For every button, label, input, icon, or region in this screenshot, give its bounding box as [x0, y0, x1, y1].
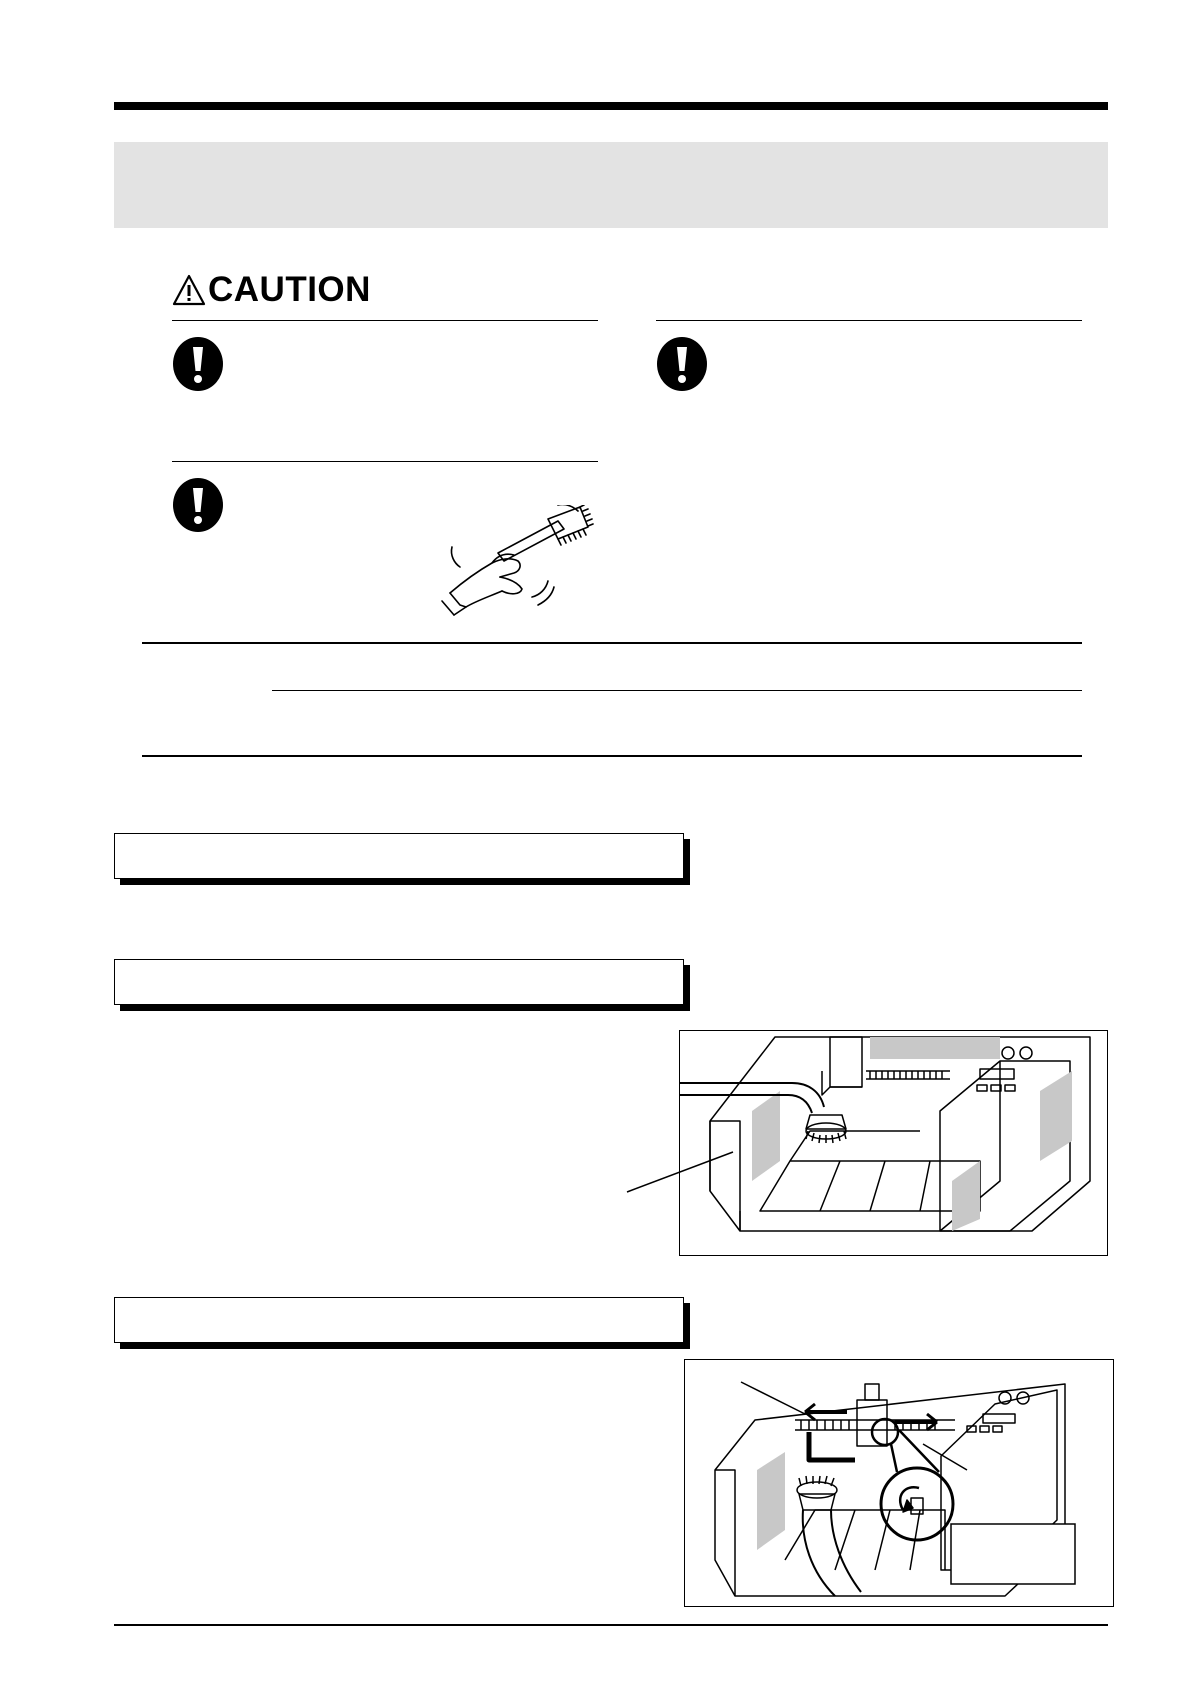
caution-rule-left: [172, 320, 598, 321]
brush-illustration: [430, 505, 596, 617]
warning-triangle-icon: [172, 273, 206, 307]
exclamation-icon: [172, 477, 224, 533]
machine-illustration-top: [679, 1030, 1108, 1256]
note-rule-top: [142, 642, 1082, 644]
machine-illustration-bottom: [684, 1359, 1114, 1607]
footer-rule: [114, 1624, 1108, 1626]
caution-rule-right: [656, 320, 1082, 321]
exclamation-icon: [656, 336, 708, 392]
top-rule: [114, 102, 1108, 110]
caution-rule-left-2: [172, 461, 598, 462]
machine-drawing: [680, 1031, 1107, 1255]
section-heading-box-3: [114, 1297, 684, 1343]
machine-drawing-2: [685, 1360, 1113, 1606]
section-heading-box-1: [114, 833, 684, 879]
section-heading-box-2: [114, 959, 684, 1005]
caution-title: CAUTION: [208, 270, 371, 309]
caution-heading: [172, 268, 371, 312]
exclamation-icon: [172, 336, 224, 392]
note-rule-mid: [272, 690, 1082, 691]
note-rule-bottom: [142, 755, 1082, 757]
callout-leader-line: [625, 1150, 735, 1194]
header-band: [114, 142, 1108, 228]
